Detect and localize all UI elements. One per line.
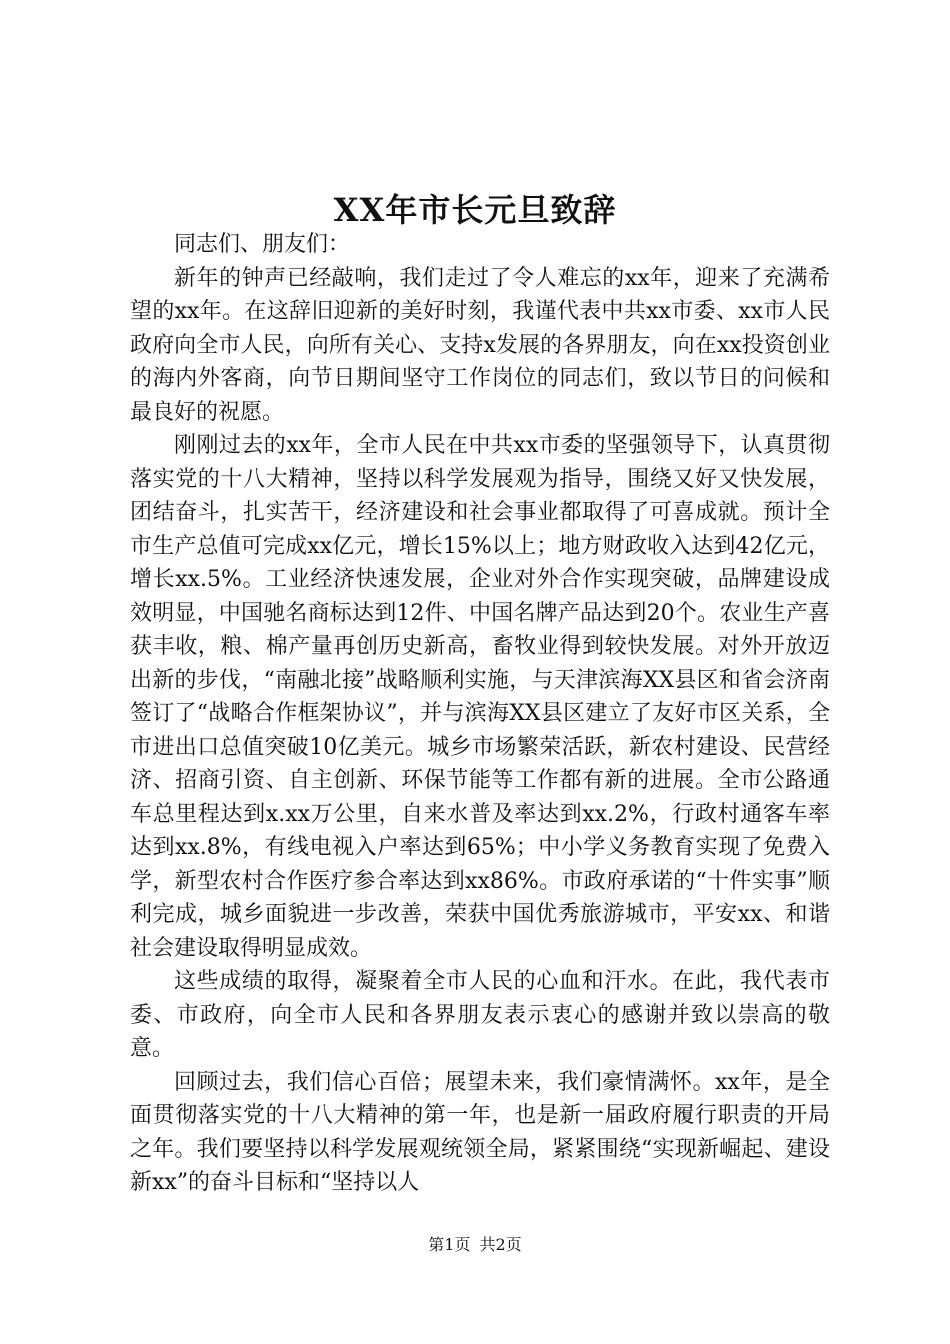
document-title: XX年市长元旦致辞 <box>333 191 617 229</box>
page-number: 第1页 <box>428 1235 471 1254</box>
body-paragraph: 这些成绩的取得，凝聚着全市人民的心血和汗水。在此，我代表市委、市政府，向全市人民和各界朋友表示衷心的感谢并致以崇高的敬意。 <box>130 969 830 1061</box>
body-paragraph: 新年的钟声已经敲响，我们走过了令人难忘的xx年，迎来了充满希望的xx年。在这辞旧迎新的美好时刻，我谨代表中共xx市委、xx市人民政府向全市人民，向所有关心、支持x发展的各界朋友，向在xx投资创业的海内外客商，向节日期间坚守工作岗位的同志们，致以节日的问候和最良好的祝愿。 <box>130 265 830 425</box>
body-paragraph: 刚刚过去的xx年，全市人民在中共xx市委的坚强领导下，认真贯彻落实党的十八大精神，坚持以科学发展观为指导，围绕又好又快发展，团结奋斗，扎实苦干，经济建设和社会事业都取得了可喜成就。预计全市生产总值可完成xx亿元，增长15%以上；地方财政收入达到42亿元，增长xx.5%。工业经济快速发展，企业对外合作实现突破，品牌建设成效明显，中国驰名商标达到12件、中国名牌产品达到20个。农业生产喜获丰收，粮、棉产量再创历史新高，畜牧业得到较快发展。对外开放迈出新的步伐，“南融北接”战略顺利实施，与天津滨海XX县区和省会济南签订了“战略合作框架协议”，并与滨海XX县区建立了友好市区关系，全市进出口总值突破10亿美元。城乡市场繁荣活跃，新农村建设、民营经济、招商引资、自主创新、环保节能等工作都有新的进展。全市公路通车总里程达到x.xx万公里，自来水普及率达到xx.2%，行政村通客车率达到xx.8%，有线电视入户率达到65%；中小学义务教育实现了免费入学，新型农村合作医疗参合率达到xx86%。市政府承诺的“十件实事”顺利完成，城乡面貌进一步改善，荣获中国优秀旅游城市，平安xx、和谐社会建设取得明显成效。 <box>130 433 830 961</box>
greeting-paragraph: 同志们、朋友们： <box>174 232 351 257</box>
page-total: 共2页 <box>479 1235 522 1254</box>
page-footer <box>0 1233 950 1257</box>
document-body <box>130 228 830 1200</box>
body-paragraph: 回顾过去，我们信心百倍；展望未来，我们豪情满怀。xx年，是全面贯彻落实党的十八大精神的第一年，也是新一届政府履行职责的开局之年。我们要坚持以科学发展观统领全局，紧紧围绕“实现新崛起、建设新xx”的奋斗目标和“坚持以人 <box>130 1069 830 1195</box>
